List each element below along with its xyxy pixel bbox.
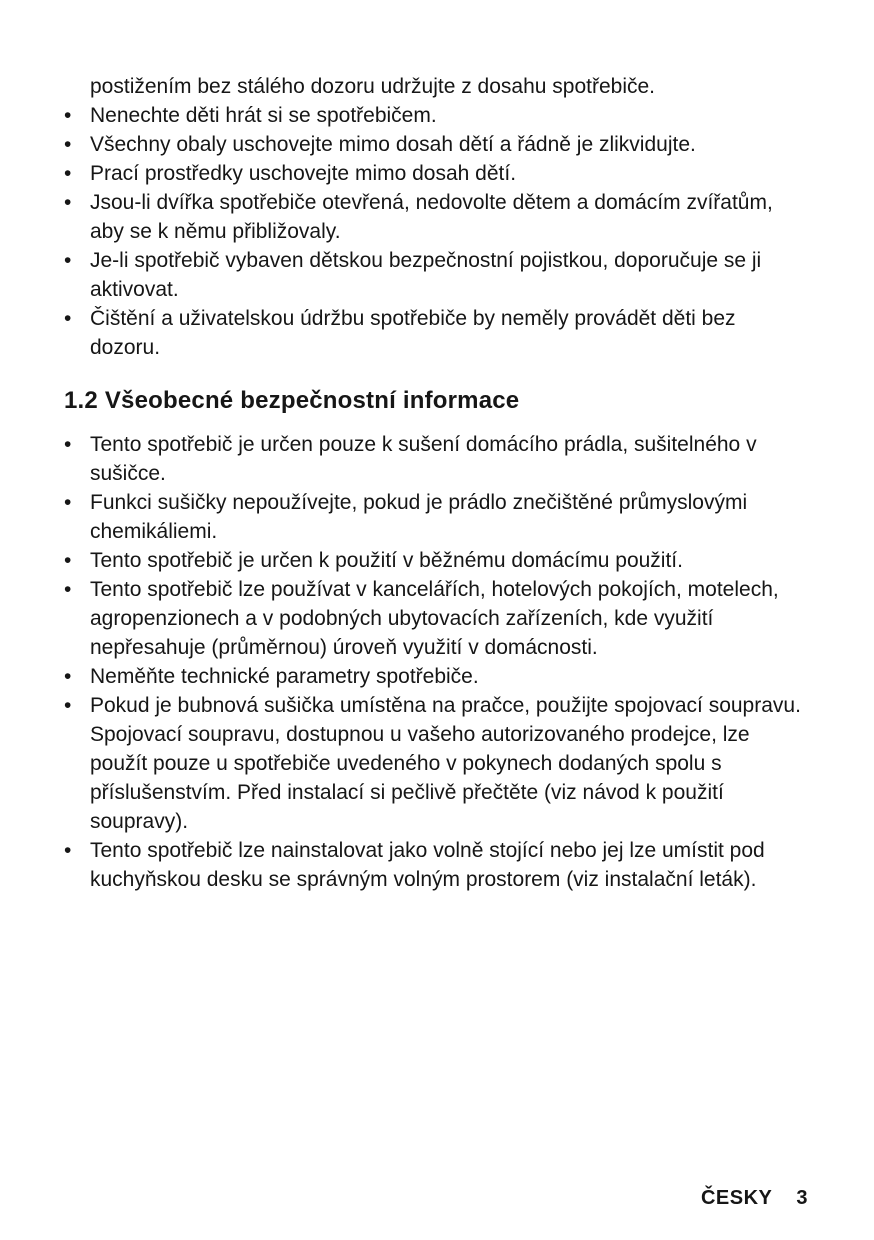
footer-page-number: 3 xyxy=(796,1187,808,1209)
paragraph-continuation: postižením bez stálého dozoru udržujte z dosahu spotřebiče. xyxy=(90,75,656,98)
bullet-icon: • xyxy=(64,249,72,272)
bullet-icon: • xyxy=(64,665,72,688)
list-item-text: Všechny obaly uschovejte mimo dosah dětí a řádně je zlikvidujte. xyxy=(90,133,696,156)
page-footer xyxy=(701,1187,808,1210)
list-item xyxy=(64,662,806,691)
list-item xyxy=(64,691,806,836)
list-item xyxy=(64,159,806,188)
list-item xyxy=(64,488,806,546)
list-item-text: Jsou-li dvířka spotřebiče otevřená, nedovolte dětem a domácím zvířatům, aby se k němu přibližovaly. xyxy=(90,191,773,243)
safety-intro-bullet-list xyxy=(64,101,806,362)
footer-language-label: ČESKY xyxy=(700,1187,773,1209)
list-item xyxy=(64,575,806,662)
bullet-icon: • xyxy=(64,191,72,214)
list-item-text: Funkci sušičky nepoužívejte, pokud je prádlo znečištěné průmyslovými chemikáliemi. xyxy=(90,491,748,543)
list-item-text: Tento spotřebič je určen k použití v běžnému domácímu použití. xyxy=(90,549,683,572)
list-item xyxy=(64,101,806,130)
list-item xyxy=(64,130,806,159)
bullet-icon: • xyxy=(64,133,72,156)
list-item-text: Pokud je bubnová sušička umístěna na pračce, použijte spojovací soupravu. Spojovací soupravu, dostupnou u vašeho autorizovaného prodejce, lze použít pouze u spotřebiče uvedeného v pokynech dodaných spolu s příslušenstvím. Před instalací si pečlivě přečtěte (viz návod k použití soupravy). xyxy=(90,694,801,833)
general-safety-bullet-list xyxy=(64,430,806,894)
list-item-text: Tento spotřebič lze nainstalovat jako volně stojící nebo jej lze umístit pod kuchyňskou desku se správným volným prostorem (viz instalační leták). xyxy=(90,839,765,891)
list-item xyxy=(64,188,806,246)
list-item-text: Čištění a uživatelskou údržbu spotřebiče by neměly provádět děti bez dozoru. xyxy=(90,307,736,359)
bullet-icon: • xyxy=(64,839,72,862)
bullet-icon: • xyxy=(64,491,72,514)
list-item-text: Prací prostředky uschovejte mimo dosah dětí. xyxy=(90,162,517,185)
section-heading: 1.2 Všeobecné bezpečnostní informace xyxy=(64,387,520,414)
bullet-icon: • xyxy=(64,578,72,601)
list-item xyxy=(64,836,806,894)
bullet-icon: • xyxy=(64,307,72,330)
list-item-text: Tento spotřebič je určen pouze k sušení domácího prádla, sušitelného v sušičce. xyxy=(90,433,757,485)
bullet-icon: • xyxy=(64,162,72,185)
list-item-text: Neměňte technické parametry spotřebiče. xyxy=(90,665,479,688)
list-item-text: Tento spotřebič lze používat v kancelářích, hotelových pokojích, motelech, agropenzionech a v podobných ubytovacích zařízeních, kde využití nepřesahuje (průměrnou) úroveň využití v domácnosti. xyxy=(90,578,779,659)
list-item xyxy=(64,304,806,362)
list-item-text: Nenechte děti hrát si se spotřebičem. xyxy=(90,104,437,127)
list-item xyxy=(64,246,806,304)
bullet-icon: • xyxy=(64,694,72,717)
list-item-text: Je-li spotřebič vybaven dětskou bezpečnostní pojistkou, doporučuje se ji aktivovat. xyxy=(90,249,762,301)
bullet-icon: • xyxy=(64,104,72,127)
bullet-icon: • xyxy=(64,433,72,456)
bullet-icon: • xyxy=(64,549,72,572)
list-item xyxy=(64,430,806,488)
list-item xyxy=(64,546,806,575)
